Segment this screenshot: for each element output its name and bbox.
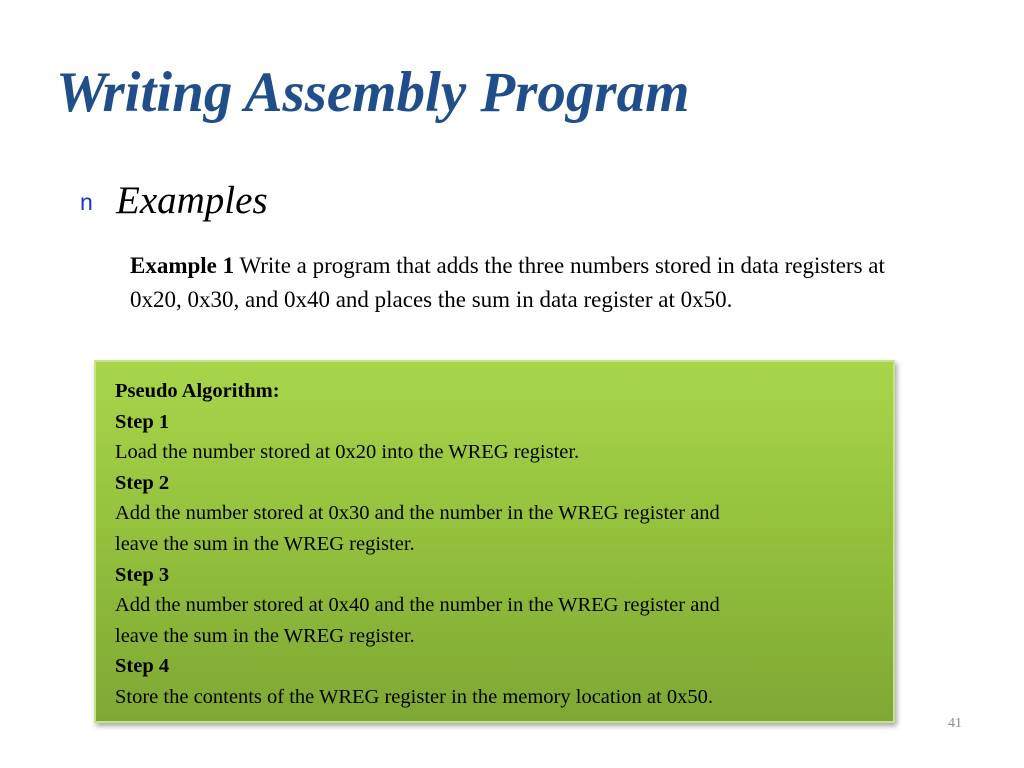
step-description: leave the sum in the WREG register.: [115, 624, 415, 647]
bullet-text: Examples: [116, 178, 268, 222]
step-description: leave the sum in the WREG register.: [115, 532, 415, 555]
algorithm-heading: Pseudo Algorithm:: [115, 380, 280, 402]
bullet-item: [80, 176, 268, 224]
step-heading: Step 4: [115, 655, 170, 678]
page-number: 41: [948, 716, 962, 731]
example-paragraph: [130, 249, 890, 317]
slide-title: Writing Assembly Program: [56, 61, 690, 124]
bullet-marker-icon: n: [80, 188, 93, 215]
step-description: Add the number stored at 0x30 and the number in the WREG register and: [115, 502, 720, 525]
step-heading: Step 2: [115, 471, 170, 494]
step-heading: Step 3: [115, 563, 170, 586]
pseudo-algorithm-box: [94, 360, 895, 723]
example-text: Write a program that adds the three numbers stored in data registers at 0x20, 0x30, and 0x40 and places the sum in data register at 0x50.: [130, 253, 885, 312]
step-description: Store the contents of the WREG register in the memory location at 0x50.: [115, 685, 713, 708]
step-heading: Step 1: [115, 410, 170, 433]
step-description: Load the number stored at 0x20 into the WREG register.: [115, 441, 580, 464]
example-label: Example 1: [130, 253, 235, 278]
step-description: Add the number stored at 0x40 and the number in the WREG register and: [115, 594, 720, 617]
